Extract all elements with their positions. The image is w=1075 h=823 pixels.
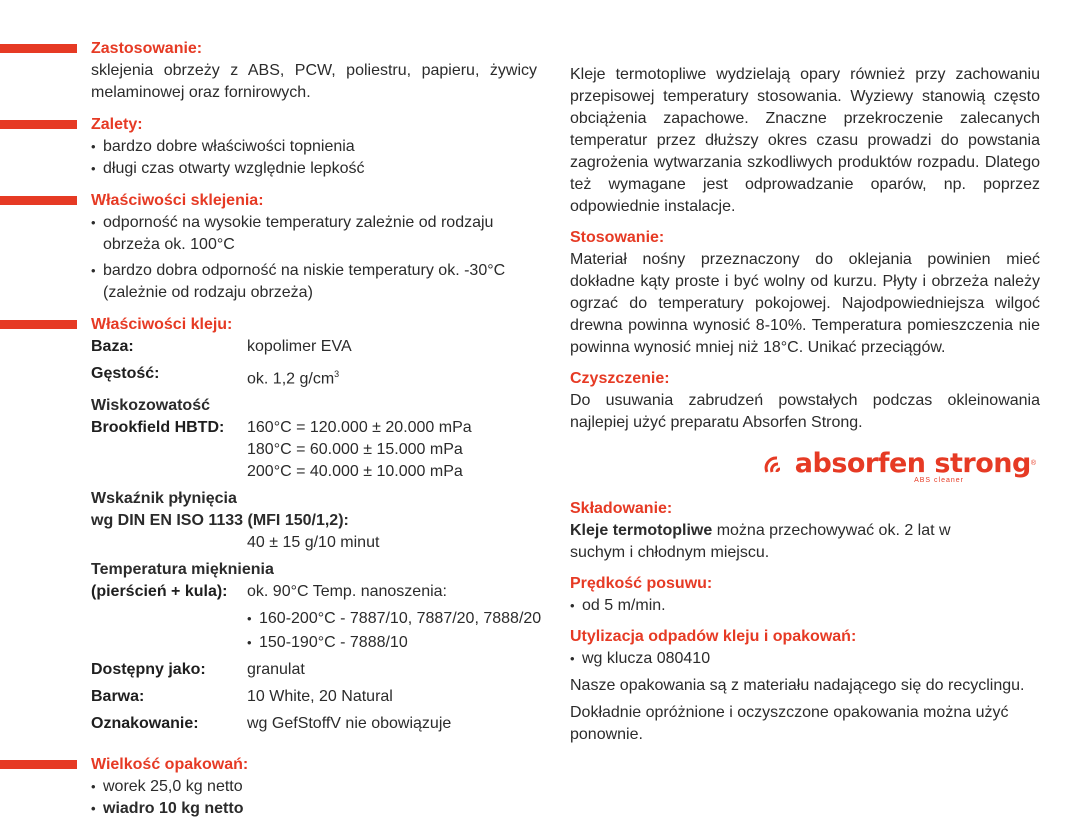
right-column [570, 64, 1040, 746]
section-czyszczenie [570, 368, 1040, 434]
prop-row-gestosc [91, 363, 545, 390]
section-marker [0, 320, 77, 329]
prop-label: Brookfield HBTD: [91, 419, 225, 437]
list-item: • od 5 m/min. [570, 595, 1040, 617]
density-value: ok. 1,2 g/cm [247, 370, 335, 388]
section-marker [0, 196, 77, 205]
prop-label: Temperatura mięknienia [91, 561, 274, 579]
prop-value: 10 White, 20 Natural [247, 688, 393, 706]
list-item: • bardzo dobra odporność na niskie temperatury ok. -30°C (zależnie od rodzaju obrzeża) [91, 260, 543, 304]
section-marker [0, 120, 77, 129]
section-text: Do usuwania zabrudzeń powstałych podczas okleinowania najlepiej użyć preparatu Absorfen Strong. [570, 392, 1040, 431]
section-title: Właściwości sklejenia: [91, 192, 264, 209]
section-predkosc [570, 573, 1040, 617]
prop-value: kopolimer EVA [247, 338, 352, 355]
section-text: sklejenia obrzeży z ABS, PCW, poliestru, papieru, żywicy melaminowej oraz fornirowych. [91, 62, 537, 101]
left-column [0, 38, 545, 820]
section-zalety [0, 114, 545, 180]
list-item: • wg klucza 080410 [570, 648, 1040, 670]
section-title: Właściwości kleju: [91, 316, 233, 333]
list-item: • 150-190°C - 7888/10 [247, 632, 545, 654]
absorfen-logo [570, 444, 1036, 484]
viscosity-value: 200°C = 40.000 ± 10.000 mPa [247, 463, 463, 481]
temp-list [91, 608, 545, 654]
logo-name: absorfen strong [794, 448, 1031, 479]
bold-phrase: Kleje termotopliwe [570, 522, 713, 539]
prop-label: wg DIN EN ISO 1133 (MFI 150/1,2): [91, 512, 349, 530]
section-title: Prędkość posuwu: [570, 575, 713, 592]
prop-label: Baza: [91, 338, 134, 355]
section-text [570, 520, 970, 564]
prop-value: ok. 90°C Temp. nanoszenia: [247, 583, 447, 601]
section-wlasciwosci-sklejenia [0, 190, 545, 304]
section-stosowanie [570, 227, 1040, 359]
prop-value: 40 ± 15 g/10 minut [247, 534, 380, 552]
list-item: • bardzo dobre właściwości topnienia [91, 136, 545, 158]
section-utylizacja [570, 626, 1040, 746]
section-title: Czyszczenie: [570, 370, 670, 387]
section-zastosowanie [0, 38, 545, 104]
list-item: • odporność na wysokie temperatury zależnie od rodzaju obrzeża ok. 100°C [91, 212, 543, 256]
section-marker [0, 760, 77, 769]
prop-row-dostepny [91, 659, 545, 681]
intro-paragraph: Kleje termotopliwe wydzielają opary również przy zachowaniu przepisowej temperatury stosowania. Wyziewy stanowią często obciążenia zapachowe. Znaczne przekroczenie zalecanych temperatur przez dłuższy okres czasu prowadzi do powstania zagrożenia wytwarzania szkodliwych produktów rozpadu. Dlatego też wymagane jest odprowadzanie oparów, np. poprzez odpowiednie instalacje. [570, 66, 1040, 215]
prop-label: (pierścień + kula): [91, 583, 228, 601]
prop-value: wg GefStoffV nie obowiązuje [247, 715, 452, 733]
prop-row-oznakowanie [91, 713, 545, 735]
prop-value [247, 363, 545, 390]
section-title: Składowanie: [570, 500, 673, 517]
prop-row-barwa [91, 686, 545, 708]
list-item: • wiadro 10 kg netto [91, 798, 545, 820]
prop-label: Wiskozowatość [91, 397, 210, 415]
prop-row-wiskozowatosc [91, 417, 545, 483]
list-item: • długi czas otwarty względnie lepkość [91, 158, 545, 180]
prop-label: Oznakowanie: [91, 715, 199, 733]
prop-value-list [247, 417, 545, 483]
section-skladowanie [570, 498, 1040, 564]
section-text: Dokładnie opróżnione i oczyszczone opakowania można użyć ponownie. [570, 704, 1009, 743]
section-title: Utylizacja odpadów kleju i opakowań: [570, 628, 857, 645]
section-title: Stosowanie: [570, 229, 665, 246]
viscosity-value: 180°C = 60.000 ± 15.000 mPa [247, 441, 463, 459]
density-superscript: 3 [334, 369, 340, 379]
registered-mark: ® [1030, 460, 1036, 467]
section-title: Zalety: [91, 116, 143, 133]
prop-row-temperatura [91, 581, 545, 603]
prop-label: Gęstość: [91, 365, 160, 382]
logo-subtitle: ABS cleaner [914, 477, 964, 484]
section-marker [0, 44, 77, 53]
wave-icon [763, 452, 791, 476]
section-title: Wielkość opakowań: [91, 756, 249, 774]
prop-row-baza [91, 336, 545, 358]
prop-label: Wskaźnik płynięcia [91, 490, 237, 508]
section-text: Nasze opakowania są z materiału nadającego się do recyclingu. [570, 677, 1025, 694]
prop-value: granulat [247, 661, 305, 679]
text-rest: można przechowywać ok. 2 lat w suchym i chłodnym miejscu. [570, 522, 951, 561]
section-text: Materiał nośny przeznaczony do oklejania powinien mieć dokładne kąty proste i być wolny od kurzu. Płyty i obrzeża należy ogrzać do temperatury pokojowej. Najodpowiedniejsza wilgoć drewna powinna wynosić 8-10%. Temperatura pomieszczenia nie powinna wynosić mniej niż 18°C. Unikać przeciągów. [570, 251, 1040, 356]
list-item: • 160-200°C - 7887/10, 7887/20, 7888/20 [247, 608, 545, 630]
prop-label: Dostępny jako: [91, 661, 206, 679]
section-title: Zastosowanie: [91, 40, 203, 57]
viscosity-value: 160°C = 120.000 ± 20.000 mPa [247, 419, 472, 437]
section-wielkosc-opakowan [0, 754, 545, 820]
section-wlasciwosci-kleju [0, 314, 545, 735]
list-item: • worek 25,0 kg netto [91, 776, 545, 798]
prop-label: Barwa: [91, 688, 145, 706]
